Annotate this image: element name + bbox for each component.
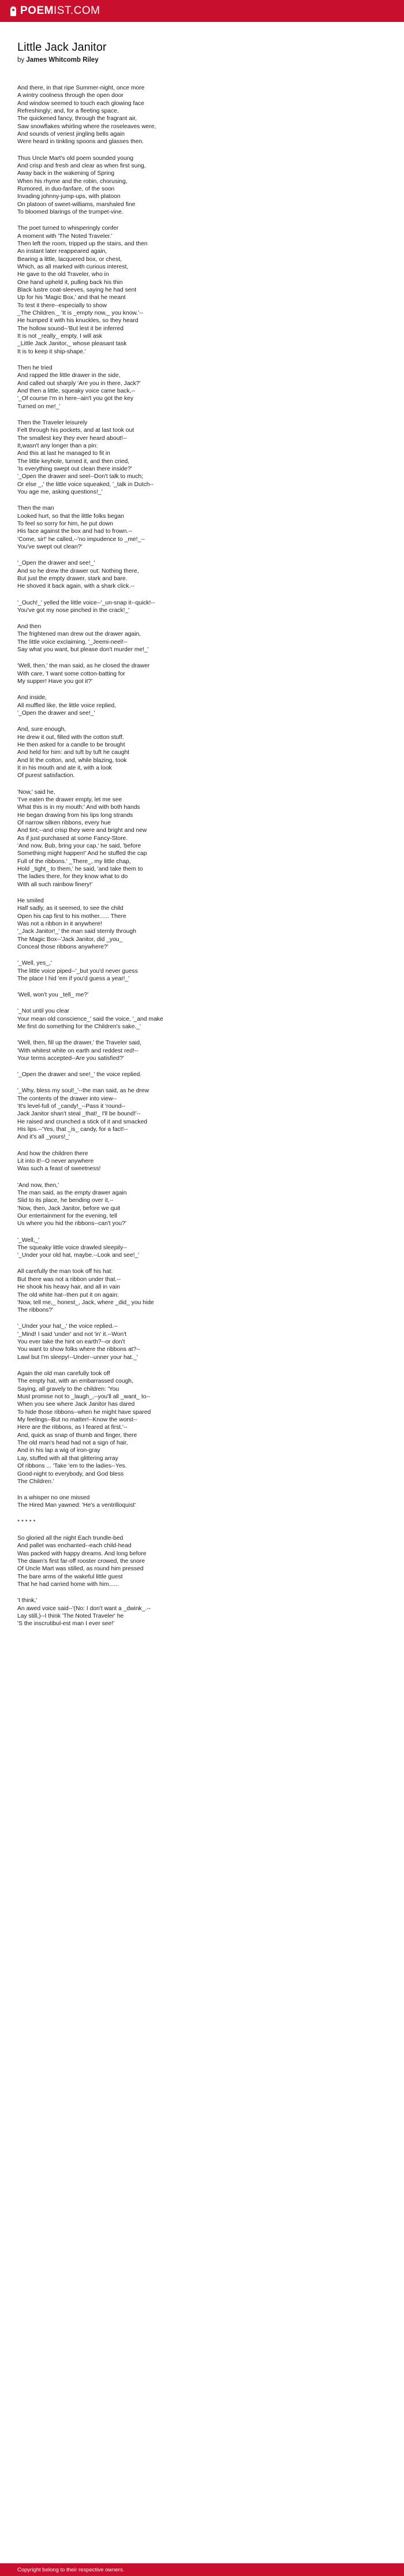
poem-line: Half sadly, as it seemed, to see the child bbox=[17, 905, 124, 912]
poem-line: He began drawing from his lips long strands bbox=[17, 812, 133, 819]
poem-line: 'It's level-full of _candy!_--Pass it 'round-- bbox=[17, 1103, 126, 1110]
poem-line: Full of the ribbons.' _There_, my little chap, bbox=[17, 858, 131, 865]
poem-line: Lay still,)--I think 'The Noted Traveler' he bbox=[17, 1612, 124, 1619]
poem-line: And how the children there bbox=[17, 1150, 88, 1157]
poem-line: And there, in that ripe Summer-night, once more bbox=[17, 85, 145, 91]
poem-line: The smallest key they ever heard about!-- bbox=[17, 435, 128, 442]
poem-stanza bbox=[17, 1039, 387, 1062]
poem-line: Lawl but I'm sleepy!--Under--unner your hat._' bbox=[17, 1354, 138, 1361]
poem-stanza bbox=[17, 1494, 387, 1510]
poem-line: '_Open the drawer and seel--Don't talk to much; bbox=[17, 473, 143, 480]
poem-line: The dawn's first far-off rooster crowed, the snore bbox=[17, 1558, 145, 1565]
poem-line: One hand upheld it, pulling back his thin bbox=[17, 279, 123, 286]
poem-line: 'With whitest white on earth and reddest red!-- bbox=[17, 1047, 139, 1054]
poem-line: And, quick as snap of thumb and finger, there bbox=[17, 1432, 137, 1439]
poem-line: Thus Uncle Mart's old poem sounded young bbox=[17, 155, 134, 162]
poem-line: '_Why, bless my soul!_'--the man said, as he drew bbox=[17, 1088, 149, 1095]
poem-stanza bbox=[17, 1370, 387, 1485]
poem-line: '_Open the drawer and see!_' the voice replied. bbox=[17, 1072, 142, 1078]
poem-line: The Children.' bbox=[17, 1478, 54, 1485]
poem-line: Saying, all gravely to the children: 'You bbox=[17, 1386, 119, 1392]
poem-line: He humped it with his knuckles, so they heard bbox=[17, 318, 139, 324]
poem-stanza bbox=[17, 789, 387, 888]
poem-line: But just the empty drawer, stark and bare. bbox=[17, 575, 128, 582]
poem-line: To bloomed blarings of the trumpet-vine. bbox=[17, 209, 124, 216]
poem-line: My supper! Have you got it?' bbox=[17, 678, 93, 685]
poem-line: 'S the inscrutibul-est man I ever see!' bbox=[17, 1621, 115, 1627]
poem-line: And it's all _yours!_' bbox=[17, 1134, 70, 1141]
poem-stanza bbox=[17, 505, 387, 551]
poem-line: Then the man bbox=[17, 505, 54, 512]
poem-line: Hold _tight_ to them,' he said, 'and take them to bbox=[17, 865, 143, 872]
poem-line: Your mean old conscience_' said the voice, '_and make bbox=[17, 1016, 163, 1022]
poem-line: The poet turned to whisperingly confer bbox=[17, 225, 119, 232]
poem-line: It in his mouth and ate it, with a look bbox=[17, 764, 112, 771]
poem-line: An awed voice said--'(No: I don't want a _dwink_.-- bbox=[17, 1605, 151, 1612]
poem-line: So gloried all the night Each trundle-bed bbox=[17, 1535, 124, 1541]
poem-line: His lips.--'Yes, that _is_ candy, for a fact!-- bbox=[17, 1126, 128, 1133]
poem-line: You want to show folks where the ribbons at?-- bbox=[17, 1346, 141, 1353]
byline-prefix: by bbox=[17, 57, 27, 64]
poem-line: '_Open the drawer and see!_' bbox=[17, 560, 95, 567]
site-footer bbox=[0, 2563, 404, 2576]
poem-line: Again the old man carefully took off bbox=[17, 1371, 110, 1377]
poem-line: Then he tried bbox=[17, 365, 53, 372]
poem-line: Then left the room, tripped up the stairs, and then bbox=[17, 240, 148, 247]
poem-line: As if just purchased at some Fancy-Store. bbox=[17, 835, 128, 842]
poem-line: Your terms accepted--Are you satisfied?' bbox=[17, 1055, 124, 1062]
poem-content bbox=[17, 40, 387, 1636]
poem-line: The Hired Man yawned: 'He's a ventrilloquist' bbox=[17, 1502, 136, 1509]
poem-line: He shook his heavy hair, and all in vain bbox=[17, 1284, 121, 1291]
poem-line: * * * * * bbox=[17, 1518, 36, 1525]
poem-line: He smiled bbox=[17, 897, 44, 904]
poem-line: But there was not a ribbon under that.-- bbox=[17, 1276, 121, 1283]
poem-line: And called out sharply 'Are you in there, Jack?' bbox=[17, 380, 141, 387]
poem-line: And then bbox=[17, 624, 42, 630]
poem-line: Of ribbons ... 'Take 'em to the ladies--Yes. bbox=[17, 1463, 127, 1470]
poem-stanza bbox=[17, 1087, 387, 1141]
poem-line: And sounds of veriest jingling bells again bbox=[17, 131, 125, 138]
logo-text bbox=[20, 5, 100, 17]
poem-stanza bbox=[17, 1071, 387, 1078]
poem-line: 'Come, sir!' he called,--'no impudence to _me!_-- bbox=[17, 536, 145, 543]
poem-line: What this is in my mouth:' And with both hands bbox=[17, 804, 140, 811]
poem-stanza bbox=[17, 1007, 387, 1031]
poem-line: With all such rainbow finery!' bbox=[17, 881, 93, 888]
poem-line: The hollow sound--'But lest it be inferred bbox=[17, 325, 124, 332]
poem-line: Open his cap first to his mother...... There bbox=[17, 913, 126, 920]
poem-stanza bbox=[17, 1597, 387, 1627]
poem-stanza bbox=[17, 1182, 387, 1228]
poem-line: And in his lap a wig of iron-gray bbox=[17, 1447, 100, 1454]
poem-line: Slid to its place, he bending over it,-- bbox=[17, 1197, 114, 1204]
poem-line: And lit the cotton, and, while blazing, took bbox=[17, 757, 127, 764]
poem-line: Here are the ribbons, as I feared at first.'-- bbox=[17, 1424, 128, 1431]
poem-line: It is not _really_ empty, I will ask bbox=[17, 333, 102, 340]
poem-stanza bbox=[17, 960, 387, 983]
poem-line: And window seemed to touch each glowing face bbox=[17, 100, 144, 107]
poem-title: Little Jack Janitor bbox=[17, 41, 107, 54]
poem-line: The man said, as the empty drawer again bbox=[17, 1189, 127, 1196]
poem-line: '_Jack Janitor!_' the man said sternly through bbox=[17, 928, 136, 935]
poem-stanza bbox=[17, 225, 387, 356]
poem-line: And crisp and fresh and clear as when first sung, bbox=[17, 162, 146, 169]
poem-line: That he had carried home with him...... bbox=[17, 1581, 119, 1588]
poem-line: To test it there--especially to show bbox=[17, 302, 107, 309]
footer-copyright: Copyright belong to their respective owners. bbox=[17, 2566, 125, 2573]
poem-stanza bbox=[17, 1150, 387, 1173]
poem-line: The quickened fancy, through the fragrant air, bbox=[17, 115, 137, 122]
poem-line: All carefully the man took off his hat: bbox=[17, 1268, 113, 1275]
poem-line: The squeaky little voice drawled sleepily-- bbox=[17, 1244, 128, 1251]
poem-stanza bbox=[17, 1237, 387, 1260]
poem-line: '_Under your hat_,' the voice replied.-- bbox=[17, 1323, 118, 1330]
poem-line: 'Well, then,' the man said, as he closed the drawer bbox=[17, 663, 150, 670]
poem-line: He gave to the old Traveler, who in bbox=[17, 271, 109, 278]
poem-line: 'Well, then, fill up the drawer,' the Traveler said, bbox=[17, 1040, 141, 1047]
poem-line: With care, 'I want some cotton-batting for bbox=[17, 670, 125, 677]
poem-line: Must promise not to _laugh_,--you'll all _want_ to-- bbox=[17, 1394, 151, 1401]
poem-line: 'And now, then,' bbox=[17, 1182, 59, 1189]
poem-line: The place I hid 'em if you'd guess a year!_' bbox=[17, 975, 130, 982]
poem-line: The ladies there, for they know what to do bbox=[17, 873, 128, 880]
poem-line: 'And now, Bub, bring your cap,' he said, 'before bbox=[17, 842, 141, 849]
poem-line: An instant later reappeared again, bbox=[17, 248, 107, 255]
poem-line: The old white hat--then put it on again: bbox=[17, 1291, 119, 1298]
poem-line: Conceal those ribbons anywhere?' bbox=[17, 943, 109, 950]
poem-line: '_Not until you clear bbox=[17, 1008, 70, 1015]
poem-line: Were heard in tinkling spoons and glasses then. bbox=[17, 139, 144, 145]
poem-stanza bbox=[17, 364, 387, 410]
poem-line: To feel so sorry for him, he put down bbox=[17, 520, 113, 527]
poem-line: And, sure enough, bbox=[17, 726, 66, 733]
poem-line: And tint;--and crisp they were and bright and new bbox=[17, 827, 147, 834]
poem-stanza bbox=[17, 726, 387, 779]
poem-stanza bbox=[17, 155, 387, 216]
poem-line: Of purest satisfaction. bbox=[17, 772, 75, 779]
poem-line: _The Children._ 'It is _empty now,_ you know.'-- bbox=[17, 310, 143, 317]
poem-line: And held for him: and tuft by tuft he caught bbox=[17, 749, 130, 756]
poem-line: Felt through his pockets, and at last took out bbox=[17, 427, 134, 434]
poem-line: '_Mind! I said 'under' and not 'in' it.--Won't bbox=[17, 1331, 127, 1338]
poem-line: And pallet was enchanted--each child-head bbox=[17, 1543, 132, 1550]
poem-line: '_Of course I'm in here--ain't you got the key bbox=[17, 395, 134, 402]
poem-line: Good-night to everybody, and God bless bbox=[17, 1470, 124, 1477]
poem-line: Was packed with happy dreams. And long before bbox=[17, 1550, 147, 1557]
poem-line: A moment with 'The Noted Traveler.' bbox=[17, 233, 113, 240]
poem-line: 'I've eaten the drawer empty, let me see bbox=[17, 796, 122, 803]
poem-line: Our entertainment for the evening, tell bbox=[17, 1212, 117, 1219]
poem-body bbox=[17, 84, 387, 1628]
poem-line: The little voice piped--'_but you'd never guess bbox=[17, 968, 138, 975]
poem-line: Which, as all marked with curious interest, bbox=[17, 264, 129, 270]
poem-stanza bbox=[17, 1535, 387, 1588]
poem-line: Up for his 'Magic Box,' and that he meant bbox=[17, 294, 126, 301]
poem-line: He raised and crunched a stick of it and smacked bbox=[17, 1118, 147, 1125]
site-logo[interactable] bbox=[10, 5, 100, 17]
poem-line: It is to keep it ship-shape.' bbox=[17, 348, 86, 355]
poem-line: You age me, asking questions!_' bbox=[17, 489, 103, 496]
poem-line: Looked hurt, so that the little folks began bbox=[17, 513, 124, 520]
poem-stanza bbox=[17, 1518, 387, 1526]
poem-line: 'I think,' bbox=[17, 1597, 38, 1604]
poem-line: And so he drew the drawer out: Nothing there, bbox=[17, 568, 139, 574]
poem-line: Something might happen!' And he stuffed the cap bbox=[17, 850, 147, 857]
poem-line: The frightened man drew out the drawer again, bbox=[17, 631, 141, 638]
poem-line: And inside, bbox=[17, 695, 47, 701]
poem-line: '_Open the drawer and see!_' bbox=[17, 710, 95, 716]
poem-line: You've swept out clean?' bbox=[17, 544, 83, 551]
poem-line: 'Is everything swept out clean there inside?' bbox=[17, 466, 132, 473]
poem-stanza bbox=[17, 559, 387, 590]
poem-line: And rapped the little drawer in the side, bbox=[17, 372, 121, 379]
poem-line: The Magic Box--'Jack Janitor, did _you_ bbox=[17, 936, 123, 943]
poem-line: His face against the box and had to frown.-- bbox=[17, 528, 133, 535]
poem-stanza bbox=[17, 1268, 387, 1314]
poem-line: Invading johnny-jump-ups, with platoon bbox=[17, 193, 121, 200]
poem-line: '_Ouch!_' yelled the little voice--'_un-snap it--quick!-- bbox=[17, 599, 155, 606]
poem-author-link[interactable]: James Whitcomb Riley bbox=[26, 57, 99, 64]
poem-line: Say what you want, but please don't murder me!_' bbox=[17, 647, 149, 654]
poem-line: Of narrow silken ribbons, every hue bbox=[17, 819, 111, 826]
poem-line: Rumored, in duo-fanfare, of the soon bbox=[17, 186, 115, 193]
poem-stanza bbox=[17, 1323, 387, 1361]
poem-line: Saw snowflakes whirling where the roseleaves were, bbox=[17, 123, 156, 130]
poem-line: The little keyhole, turned it, and then cried, bbox=[17, 458, 130, 465]
poem-line: Us where you hid the ribbons--can't you?' bbox=[17, 1220, 126, 1227]
poem-line: Lay, stuffed with all that glittering array bbox=[17, 1455, 118, 1462]
poem-line: The empty hat, with an embarrassed cough, bbox=[17, 1378, 133, 1385]
poem-line: My feelings--But no matter!--Know the worst-- bbox=[17, 1417, 137, 1424]
poem-line: Refreshingly; and, for a fleeting space, bbox=[17, 108, 119, 115]
poem-line: '_Under your old hat, maybe.--Look and see!_' bbox=[17, 1252, 140, 1259]
poem-stanza bbox=[17, 897, 387, 951]
poem-line: He drew it out, filled with the cotton stuff. bbox=[17, 734, 124, 741]
poem-line: He then asked for a candle to be brought bbox=[17, 741, 125, 748]
poem-stanza bbox=[17, 694, 387, 717]
poem-line: The old man's head had not a sign of hair, bbox=[17, 1440, 128, 1447]
poem-line: All muffled like, the little voice replied, bbox=[17, 702, 116, 709]
logo-text-bold: POEM bbox=[20, 5, 54, 17]
poem-line: '_Well,_' bbox=[17, 1237, 40, 1244]
poem-line: Turned on me!_' bbox=[17, 403, 61, 410]
poem-line: On platoon of sweet-williams, marshaled fine bbox=[17, 201, 136, 208]
poem-line: 'Now, tell me,_ honest_, Jack, where _did_ you hide bbox=[17, 1299, 154, 1306]
poem-line: Black lustre coat-sleeves, saying he had sent bbox=[17, 287, 137, 294]
poem-line: Away back in the wakening of Spring bbox=[17, 170, 115, 177]
logo-text-light: IST.COM bbox=[53, 5, 100, 17]
poem-line: And this at last he managed to fit in bbox=[17, 450, 110, 457]
poem-line: Me first do something for the Children's sake._' bbox=[17, 1024, 141, 1030]
poem-line: When his rhyme and the robin, chorusing, bbox=[17, 178, 128, 185]
poem-line: When you see where Jack Janitor has dared bbox=[17, 1401, 135, 1408]
poem-line: To hide those ribbons--when he might have spared bbox=[17, 1409, 151, 1416]
poem-byline bbox=[17, 55, 387, 65]
poem-stanza bbox=[17, 991, 387, 999]
poem-line: Or else _,' the little voice squeaked, '_talk in Dutch-- bbox=[17, 481, 154, 488]
poem-stanza bbox=[17, 623, 387, 654]
poem-line: 'Well, won't you _tell_ me?' bbox=[17, 992, 89, 999]
poem-line: And then a little, squeaky voice came back,-- bbox=[17, 388, 136, 395]
poem-line: Lit into it!--O never anywhere bbox=[17, 1158, 94, 1165]
poem-line: Was not a ribbon in it anywhere! bbox=[17, 920, 102, 927]
logo-pin-icon bbox=[10, 6, 16, 16]
poem-stanza bbox=[17, 662, 387, 685]
poem-line: He shoved it back again, with a shark click.-- bbox=[17, 583, 135, 590]
poem-stanza bbox=[17, 84, 387, 146]
poem-line: Of Uncle Mart was stilled, as round him pressed bbox=[17, 1566, 144, 1573]
poem-line: _Little Jack Janitor,_ whose pleasant task bbox=[17, 341, 127, 348]
poem-line: You've got my nose pinched in the crack!_' bbox=[17, 607, 130, 614]
poem-line: It,wasn't any longer than a pin: bbox=[17, 443, 98, 449]
poem-line: The contents of the drawer into view-- bbox=[17, 1095, 117, 1102]
poem-line: The bare arms of the wakeful little guest bbox=[17, 1573, 123, 1580]
poem-line: '_Well, yes_,' bbox=[17, 960, 52, 967]
poem-line: A wintry coolness through the open door bbox=[17, 92, 124, 99]
poem-line: Jack Janitor shan't steal _that!_ I'll be bound!'-- bbox=[17, 1111, 141, 1118]
poem-stanza bbox=[17, 599, 387, 615]
poem-line: The little voice exclaiming, '_Jeemi-neel!-- bbox=[17, 639, 128, 645]
poem-line: You ever take the hint on earth?--or don't bbox=[17, 1339, 125, 1346]
poem-stanza bbox=[17, 419, 387, 496]
poem-line: Then the Traveler leisurely bbox=[17, 419, 88, 426]
poem-line: 'Now,' said he, bbox=[17, 789, 55, 796]
poem-line: The ribbons?' bbox=[17, 1307, 54, 1314]
poem-line: Bearing a little, lacquered box, or chest, bbox=[17, 256, 122, 263]
poem-line: Was such a feast of sweetness! bbox=[17, 1166, 101, 1173]
poem-line: 'Now, then, Jack Janitor, before we quit bbox=[17, 1205, 121, 1212]
site-header bbox=[0, 0, 404, 22]
poem-line: In a whisper no one missed bbox=[17, 1495, 90, 1502]
